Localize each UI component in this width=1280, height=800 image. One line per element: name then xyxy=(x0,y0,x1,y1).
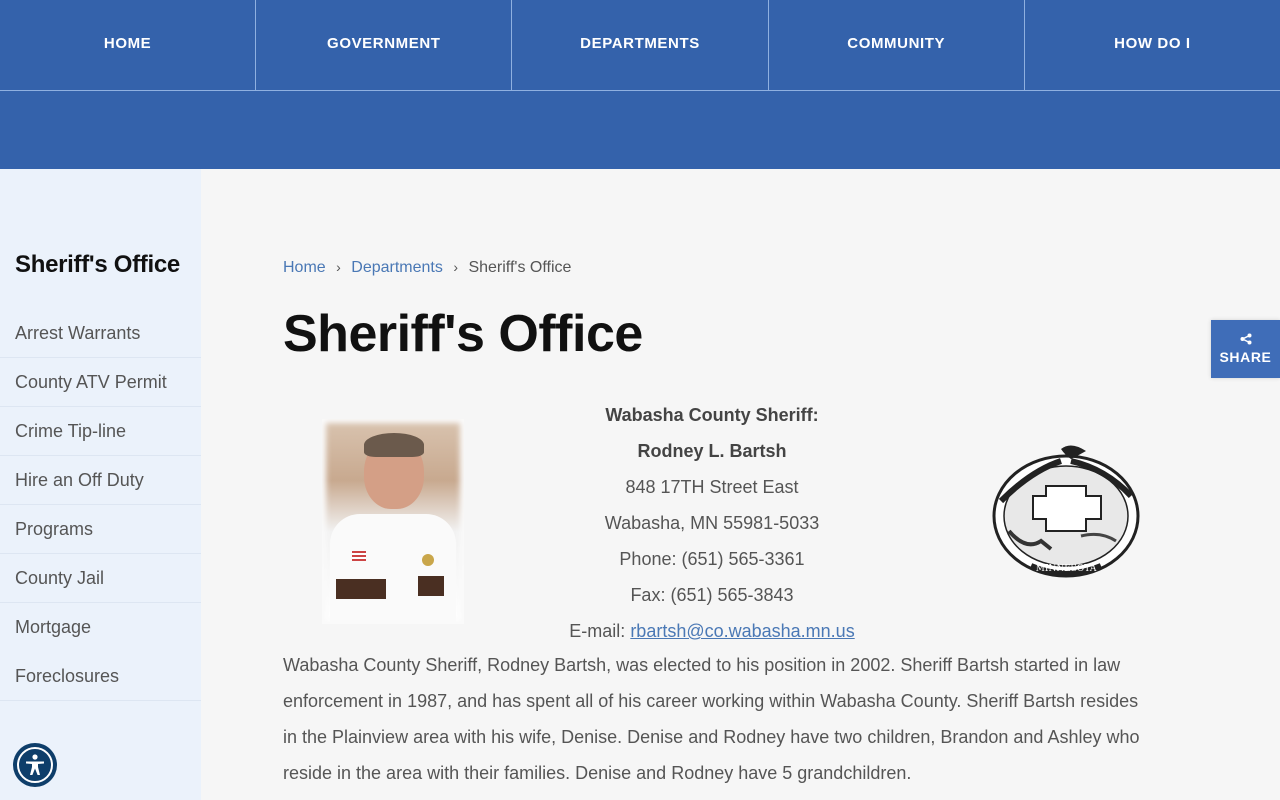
email-link[interactable]: rbartsh@co.wabasha.mn.us xyxy=(630,621,855,641)
photo-pocket xyxy=(418,576,444,596)
sidebar-item-county-jail[interactable]: County Jail xyxy=(0,554,201,603)
photo-shirt xyxy=(330,514,456,624)
sidebar-item-county-atv-permit[interactable]: County ATV Permit xyxy=(0,358,201,407)
page-title: Sheriff's Office xyxy=(283,305,643,363)
contact-name: Rodney L. Bartsh xyxy=(637,441,787,461)
svg-text:MINNESOTA: MINNESOTA xyxy=(1035,564,1097,574)
nav-item-departments[interactable]: DEPARTMENTS xyxy=(512,0,768,90)
sidebar-title: Sheriff's Office xyxy=(15,251,180,278)
sheriff-bio: Wabasha County Sheriff, Rodney Bartsh, was elected to his position in 2002. Sheriff Bartsh started in law enforcement in 1987, and has spent all of his career working within Wabasha County. Sheriff Bartsh resides in the Plainview area with his wife, Denise. Denise and Rodney have two children, Brandon and Ashley who reside in the area with their families. Denise and Rodney have 5 grandchildren. xyxy=(283,655,1140,783)
accessibility-button[interactable] xyxy=(13,743,57,787)
share-button[interactable] xyxy=(1211,320,1280,378)
site-header xyxy=(0,0,1280,169)
sidebar-item-foreclosures[interactable]: Foreclosures xyxy=(0,652,201,701)
chevron-right-icon: › xyxy=(336,259,341,275)
county-seal-logo xyxy=(991,441,1141,581)
sidebar xyxy=(0,169,201,800)
sidebar-item-hire-an-off-duty[interactable]: Hire an Off Duty xyxy=(0,456,201,505)
sidebar-menu xyxy=(0,309,201,701)
contact-phone: Phone: (651) 565-3361 xyxy=(619,549,805,569)
contact-fax: Fax: (651) 565-3843 xyxy=(630,585,794,605)
accessibility-icon xyxy=(17,747,53,783)
chevron-right-icon: › xyxy=(453,259,458,275)
nav-item-community[interactable]: COMMUNITY xyxy=(769,0,1025,90)
contact-street: 848 17TH Street East xyxy=(625,477,799,497)
photo-hair xyxy=(364,433,424,457)
sidebar-item-crime-tip-line[interactable]: Crime Tip-line xyxy=(0,407,201,456)
contact-city: Wabasha, MN 55981-5033 xyxy=(604,513,820,533)
nav-item-home[interactable]: HOME xyxy=(0,0,256,90)
contact-heading: Wabasha County Sheriff: xyxy=(605,405,819,425)
breadcrumb-current: Sheriff's Office xyxy=(468,259,572,276)
email-label: E-mail: xyxy=(569,621,631,641)
star-badge-icon xyxy=(422,554,434,566)
sidebar-item-programs[interactable]: Programs xyxy=(0,505,201,554)
share-label: SHARE xyxy=(1219,349,1272,365)
sheriff-photo xyxy=(322,419,464,624)
photo-pocket xyxy=(336,579,386,599)
breadcrumb xyxy=(283,259,571,277)
share-icon xyxy=(1240,333,1252,345)
contact-email-row xyxy=(513,613,911,649)
sidebar-item-arrest-warrants[interactable]: Arrest Warrants xyxy=(0,309,201,358)
nav-item-how-do-i[interactable]: HOW DO I xyxy=(1114,34,1191,52)
nav-item-government[interactable]: GOVERNMENT xyxy=(256,0,512,90)
main-nav xyxy=(0,0,1280,91)
contact-info xyxy=(513,397,911,649)
flag-patch-icon xyxy=(352,551,366,561)
sidebar-item-mortgage[interactable]: Mortgage xyxy=(15,617,92,637)
breadcrumb-home[interactable]: Home xyxy=(283,259,326,276)
breadcrumb-departments[interactable]: Departments xyxy=(351,259,443,276)
